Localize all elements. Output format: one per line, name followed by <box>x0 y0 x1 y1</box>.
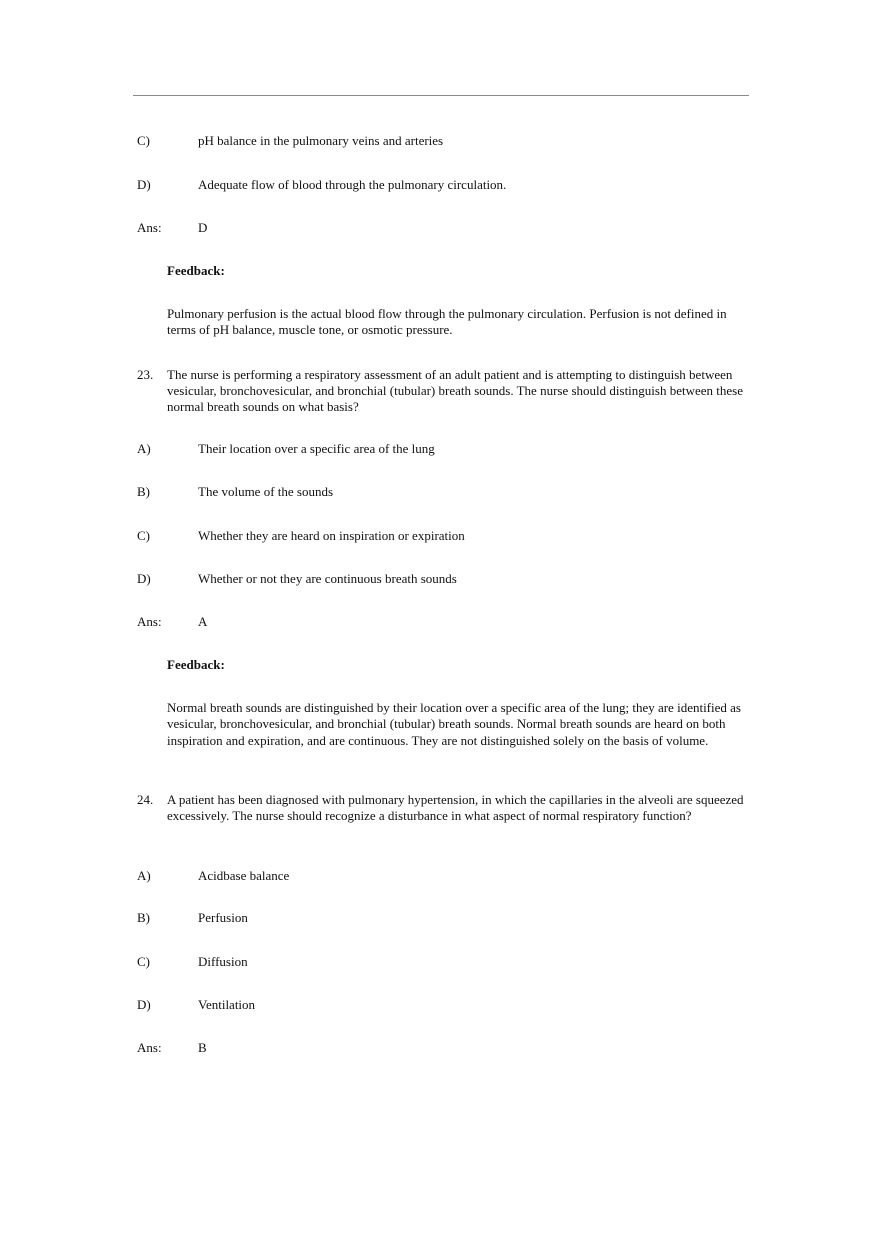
q24-option-b-text: Perfusion <box>198 910 248 925</box>
q24-ans-label: Ans: <box>137 1040 162 1055</box>
q24-option-b-label: B) <box>137 910 150 925</box>
q24-option-d-label: D) <box>137 997 151 1012</box>
q22-answer: D <box>198 220 208 235</box>
q22-feedback-heading: Feedback: <box>167 263 225 278</box>
q24-option-d-text: Ventilation <box>198 997 256 1012</box>
q24-question: A patient has been diagnosed with pulmonary hypertension, in which the capillaries in the alveoli are squeezed excessively. The nurse should recognize a disturbance in what aspect of normal respiratory function? <box>167 792 744 823</box>
q24-option-a-text: Acidbase balance <box>198 868 290 883</box>
q23-option-c-label: C) <box>137 528 150 543</box>
q23-feedback-text: Normal breath sounds are distinguished by their location over a specific area of the lung; they are identified as vesicular, bronchovesicular, and bronchial (tubular) breath sounds. Normal breath sounds are heard on both inspiration and expiration, and are continuous. They are not distinguished solely on the basis of volume. <box>167 700 741 748</box>
q23-option-c-text: Whether they are heard on inspiration or expiration <box>198 528 465 543</box>
q24-option-a-label: A) <box>137 868 151 883</box>
q22-ans-label: Ans: <box>137 220 162 235</box>
q23-number: 23. <box>137 367 154 382</box>
q24-answer: B <box>198 1040 207 1055</box>
header-rule <box>133 95 749 96</box>
q23-answer: A <box>198 614 208 629</box>
q23-option-b-text: The volume of the sounds <box>198 484 334 499</box>
q23-option-a-label: A) <box>137 441 151 456</box>
q22-feedback-text: Pulmonary perfusion is the actual blood flow through the pulmonary circulation. Perfusion is not defined in terms of pH balance, muscle tone, or osmotic pressure. <box>167 306 727 338</box>
q22-option-d-text: Adequate flow of blood through the pulmonary circulation. <box>198 177 507 192</box>
q23-ans-label: Ans: <box>137 614 162 629</box>
q23-question: The nurse is performing a respiratory assessment of an adult patient and is attempting to distinguish between vesicular, bronchovesicular, and bronchial (tubular) breath sounds. The nurse should distinguish between these normal breath sounds on what basis? <box>167 367 743 414</box>
q24-option-c-label: C) <box>137 954 150 969</box>
q23-option-b-label: B) <box>137 484 150 499</box>
q23-option-d-text: Whether or not they are continuous breath sounds <box>198 571 457 586</box>
q24-option-c-text: Diffusion <box>198 954 248 969</box>
q22-option-c-text: pH balance in the pulmonary veins and arteries <box>198 133 444 148</box>
q22-option-d-label: D) <box>137 177 151 192</box>
q23-feedback-heading: Feedback: <box>167 657 225 672</box>
q23-option-d-label: D) <box>137 571 151 586</box>
q23-option-a-text: Their location over a specific area of the lung <box>198 441 435 456</box>
q24-number: 24. <box>137 792 154 807</box>
q22-option-c-label: C) <box>137 133 150 148</box>
